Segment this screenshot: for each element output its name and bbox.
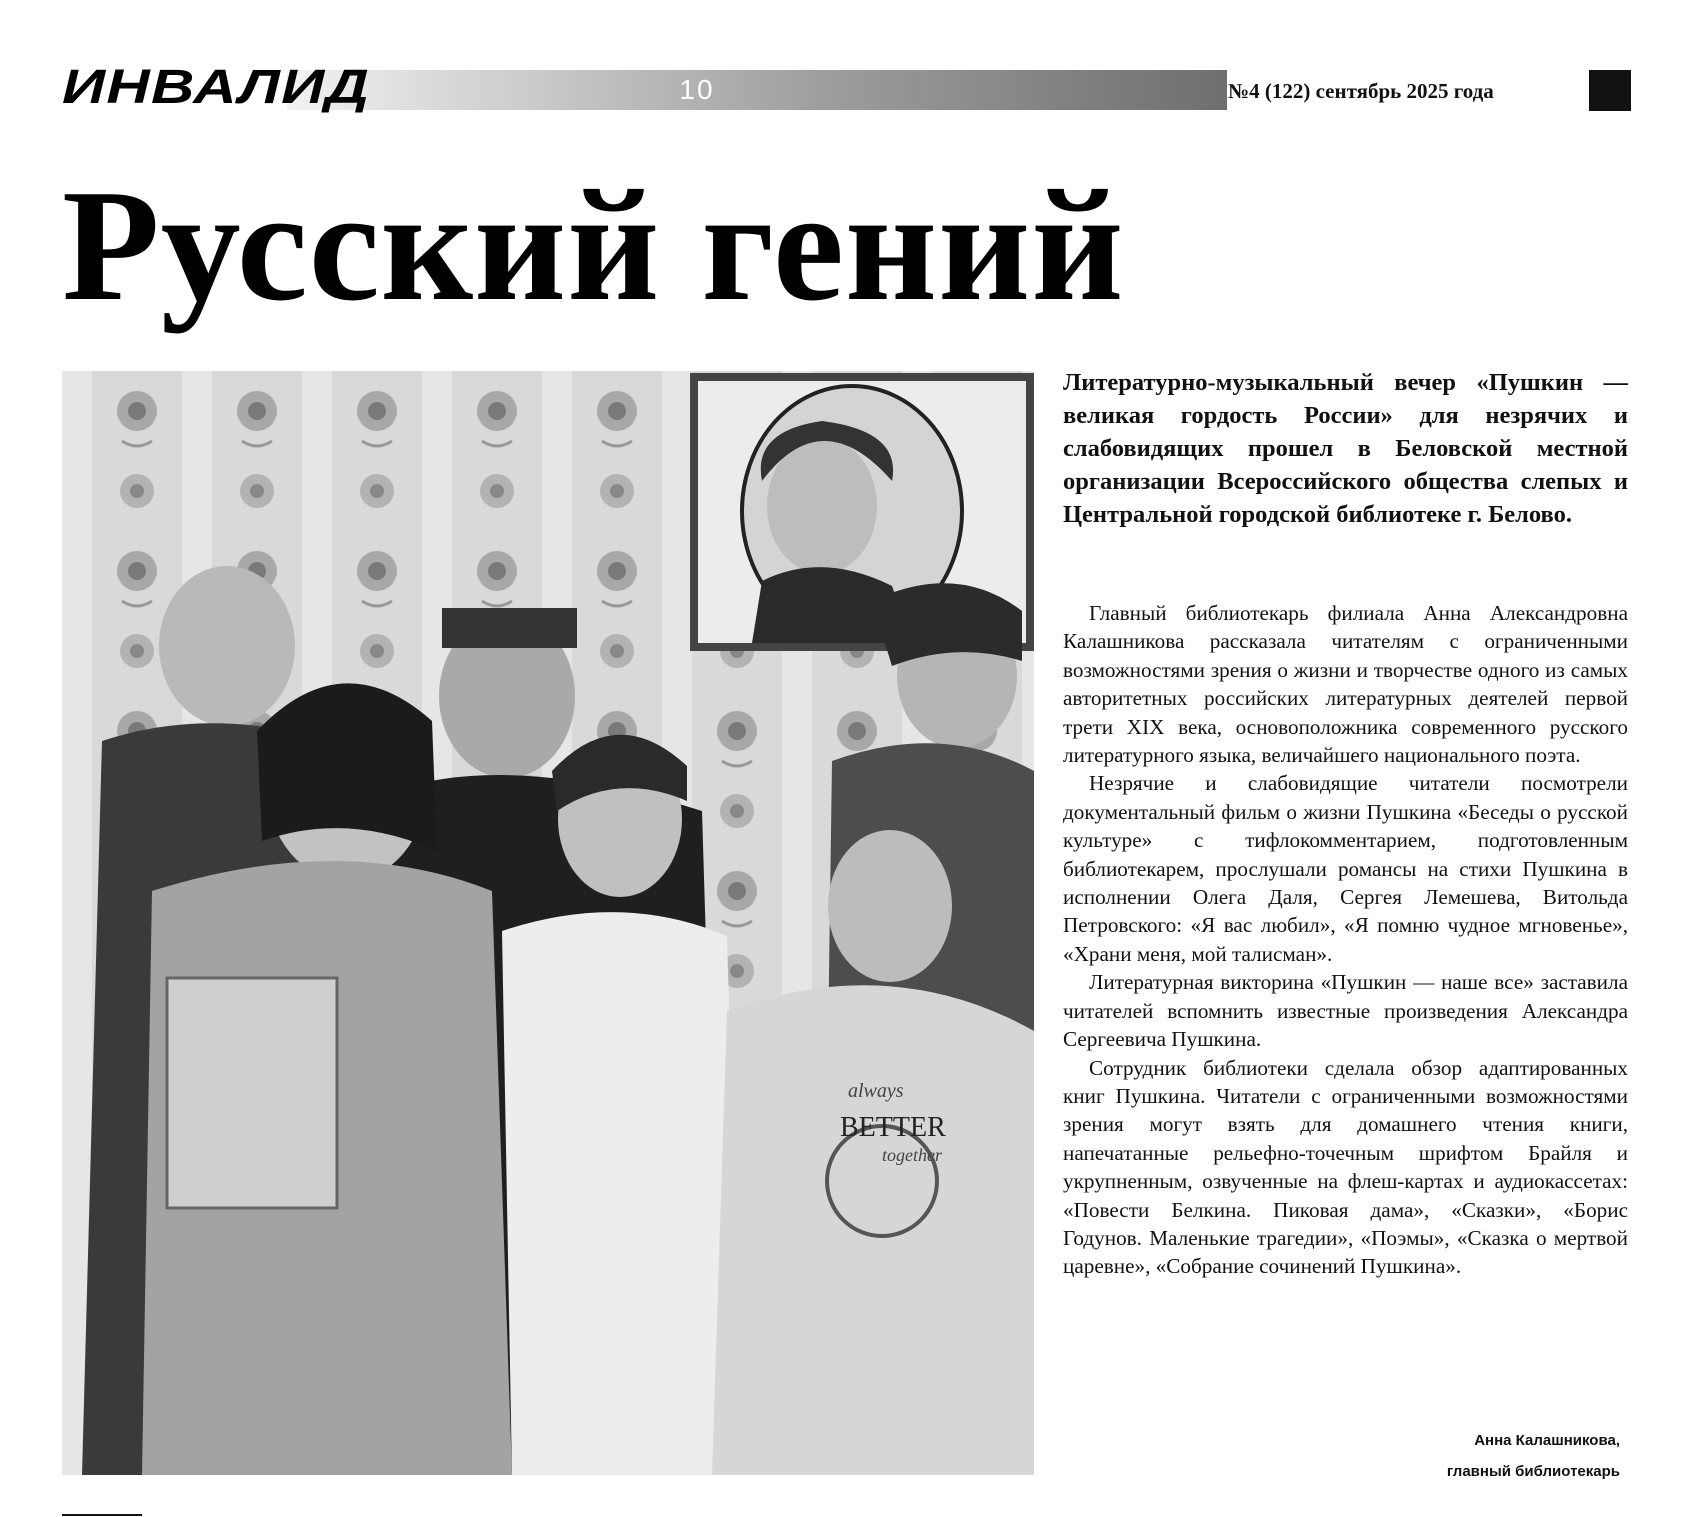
corner-marker (1589, 70, 1631, 111)
page-number-band (287, 70, 1227, 110)
article-paragraph: Сотрудник библиотеки сделала обзор адаптированных книг Пушкина. Читатели с ограниченными возможностями зрения могут взять для домашнего чтения книги, напечатанные рельефно-точечным шрифтом Брайля и укрупненным, озвученные на флеш-картах и аудиокассетах: «Повести Белкина. Пиковая дама», «Сказки», «Борис Годунов. Маленькие трагедии», «Поэмы», «Сказка о мертвой царевне», «Собрание сочинений Пушкина». (1063, 1055, 1628, 1279)
article-paragraph: Незрячие и слабовидящие читатели посмотрели документальный фильм о жизни Пушкина «Беседы о русской культуре» с тифлокомментарием, подготовленным библиотекарем, прослушали романсы на стихи Пушкина в исполнении Олега Даля, Сергея Лемешева, Витольда Петровского: «Я вас любил», «Я помню чудное мгновенье», «Храни меня, мой талисман». (1063, 771, 1628, 966)
newspaper-logo: ИНВАЛИД (62, 61, 371, 114)
shirt-text-together: together (882, 1145, 942, 1165)
page-number: 10 (679, 74, 715, 105)
author-role: главный библиотекарь (1446, 1463, 1620, 1480)
issue-info: №4 (122) сентябрь 2025 года (1228, 79, 1494, 103)
article-title: Русский гений (62, 156, 1125, 334)
bottom-rule (62, 1514, 142, 1516)
shirt-text-always: always (848, 1080, 904, 1102)
article-body (1063, 599, 1628, 1281)
author-signature (1220, 1425, 1620, 1487)
masthead (62, 61, 1162, 114)
author-name: Анна Калашникова, (1474, 1432, 1620, 1449)
article-paragraph: Литературная викторина «Пушкин — наше все» заставила читателей вспомнить известные произведения Александра Сергеевича Пушкина. (1063, 970, 1628, 1052)
article-lead: Литературно-музыкальный вечер «Пушкин — великая гордость России» для незрячих и слабовидящих прошел в Беловской местной организации Всероссийского общества слепых и Центральной городской библиотеке г. Белово. (1063, 369, 1628, 528)
shirt-text-better: BETTER (840, 1112, 946, 1143)
article-paragraph: Главный библиотекарь филиала Анна Александровна Калашникова рассказала читателям с ограниченными возможностями зрения о жизни и творчестве одного из самых авторитетных российских литературных деятелей первой трети XIX века, основоположника современного русского литературного языка, величайшего национального поэта. (1063, 601, 1628, 768)
article-photo (62, 371, 1034, 1475)
